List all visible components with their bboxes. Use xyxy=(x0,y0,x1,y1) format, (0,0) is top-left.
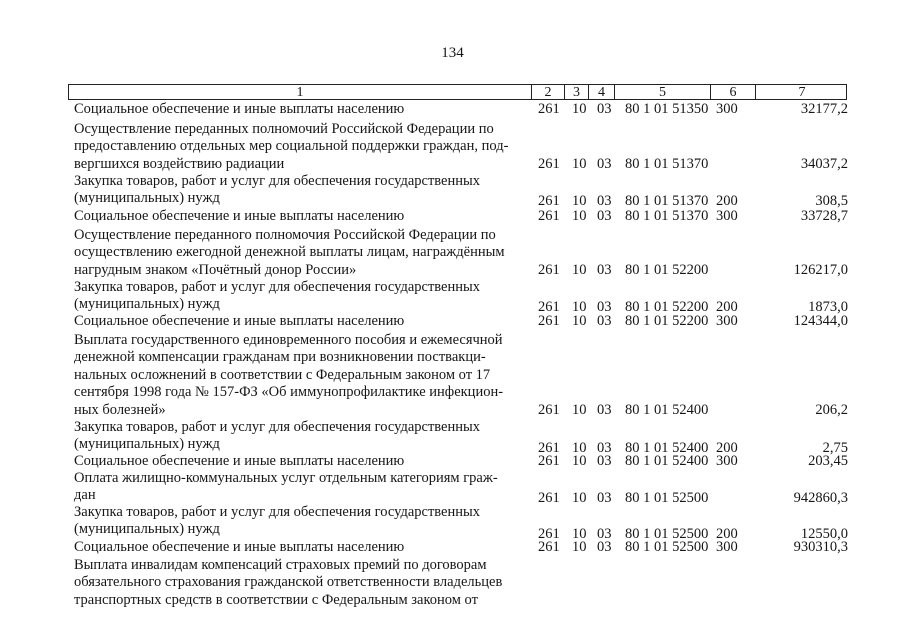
row-name-line: нагрудным знаком «Почётный донор России» xyxy=(74,261,357,278)
col-razdel-code: 261 xyxy=(538,490,560,507)
col-expense-type: 300 xyxy=(716,453,738,469)
col-section: 10 xyxy=(572,101,587,117)
col-subsection: 03 xyxy=(597,401,612,418)
col-section: 10 xyxy=(572,401,587,418)
col-section: 10 xyxy=(572,453,587,469)
col-razdel-code: 261 xyxy=(538,193,560,210)
row-name-line: Социальное обеспечение и иные выплаты населению xyxy=(74,453,405,469)
row-values xyxy=(0,101,905,118)
col-amount: 2,75 xyxy=(822,440,848,457)
col-expense-type: 200 xyxy=(716,440,738,457)
row-name-line: нальных осложнений в соответствии с Федеральным законом от 17 xyxy=(74,366,491,383)
row-name-line: Закупка товаров, работ и услуг для обеспечения государственных xyxy=(74,419,481,435)
col-section: 10 xyxy=(572,539,587,555)
col-subsection: 03 xyxy=(597,440,612,457)
col-razdel-code: 261 xyxy=(538,208,560,224)
row-values xyxy=(0,539,905,556)
col-subsection: 03 xyxy=(597,526,612,543)
row-name-line: сентября 1998 года № 157-ФЗ «Об иммунопрофилактике инфекцион- xyxy=(74,384,504,401)
row-name-line: (муниципальных) нужд xyxy=(74,296,220,313)
col-target-article: 80 1 01 52400 xyxy=(625,401,709,418)
col-expense-type: 200 xyxy=(716,526,738,543)
col-amount: 32177,2 xyxy=(800,101,848,117)
col-razdel-code: 261 xyxy=(538,401,560,418)
header-col-1: 1 xyxy=(296,85,304,100)
row-name-line: Закупка товаров, работ и услуг для обеспечения государственных xyxy=(74,173,481,189)
col-section: 10 xyxy=(572,155,587,172)
header-col-7: 7 xyxy=(755,85,848,99)
col-target-article: 80 1 01 51350 xyxy=(625,101,709,117)
row-name-line: денежной компенсации гражданам при возникновении поствакци- xyxy=(74,349,486,366)
row-name-line: (муниципальных) нужд xyxy=(74,521,220,538)
row-name-line: вергшихся воздействию радиации xyxy=(74,155,285,172)
row-values xyxy=(0,208,905,225)
row-name-line: Оплата жилищно-коммунальных услуг отдельным категориям граж- xyxy=(74,470,498,486)
col-razdel-code: 261 xyxy=(538,440,560,457)
row-name-line: Осуществление переданных полномочий Российской Федерации по xyxy=(74,121,494,137)
col-amount: 930310,3 xyxy=(793,539,848,555)
row-name-line: (муниципальных) нужд xyxy=(74,436,220,453)
col-amount: 203,45 xyxy=(808,453,848,469)
col-section: 10 xyxy=(572,299,587,316)
row-values xyxy=(0,453,905,470)
row-values xyxy=(0,156,905,173)
row-name-line: Выплата государственного единовременного пособия и ежемесячной xyxy=(74,332,503,348)
row-values xyxy=(0,262,905,279)
row-name-line: Социальное обеспечение и иные выплаты населению xyxy=(74,313,405,329)
row-values xyxy=(0,402,905,419)
header-col-6: 6 xyxy=(710,85,755,99)
col-razdel-code: 261 xyxy=(538,261,560,278)
col-subsection: 03 xyxy=(597,101,612,117)
row-name-line: обязательного страхования гражданской ответственности владельцев xyxy=(74,574,503,591)
row-name-line: Социальное обеспечение и иные выплаты населению xyxy=(74,208,405,224)
row-name-line: (муниципальных) нужд xyxy=(74,190,220,207)
col-subsection: 03 xyxy=(597,208,612,224)
col-razdel-code: 261 xyxy=(538,101,560,117)
col-amount: 942860,3 xyxy=(793,490,848,507)
col-amount: 12550,0 xyxy=(800,526,848,543)
row-name-line: Выплата инвалидам компенсаций страховых премий по договорам xyxy=(74,557,487,573)
col-razdel-code: 261 xyxy=(538,526,560,543)
row-values xyxy=(0,557,905,574)
col-expense-type: 300 xyxy=(716,313,738,329)
col-razdel-code: 261 xyxy=(538,313,560,329)
page-number: 134 xyxy=(441,45,464,61)
row-values xyxy=(0,313,905,330)
header-col-5: 5 xyxy=(614,85,710,99)
header-col-2: 2 xyxy=(531,85,564,99)
col-subsection: 03 xyxy=(597,261,612,278)
col-expense-type: 300 xyxy=(716,539,738,555)
col-razdel-code: 261 xyxy=(538,453,560,469)
col-section: 10 xyxy=(572,261,587,278)
col-expense-type: 200 xyxy=(716,193,738,210)
col-subsection: 03 xyxy=(597,490,612,507)
col-subsection: 03 xyxy=(597,193,612,210)
col-amount: 206,2 xyxy=(815,401,848,418)
col-expense-type: 300 xyxy=(716,208,738,224)
col-razdel-code: 261 xyxy=(538,155,560,172)
col-razdel-code: 261 xyxy=(538,539,560,555)
col-subsection: 03 xyxy=(597,299,612,316)
col-subsection: 03 xyxy=(597,539,612,555)
col-section: 10 xyxy=(572,193,587,210)
col-target-article: 80 1 01 52400 xyxy=(625,440,709,457)
col-target-article: 80 1 01 52500 xyxy=(625,539,709,555)
col-subsection: 03 xyxy=(597,155,612,172)
row-name-line: ных болезней» xyxy=(74,401,166,418)
col-amount: 1873,0 xyxy=(808,299,848,316)
row-name-line: транспортных средств в соответствии с Федеральным законом от xyxy=(74,591,478,608)
col-expense-type: 300 xyxy=(716,101,738,117)
col-subsection: 03 xyxy=(597,313,612,329)
col-amount: 34037,2 xyxy=(800,155,848,172)
col-target-article: 80 1 01 52500 xyxy=(625,490,709,507)
col-target-article: 80 1 01 51370 xyxy=(625,155,709,172)
row-name-line: осуществлению ежегодной денежной выплаты лицам, награждённым xyxy=(74,244,505,261)
col-amount: 124344,0 xyxy=(793,313,848,329)
col-target-article: 80 1 01 52400 xyxy=(625,453,709,469)
row-name-line: дан xyxy=(74,487,96,504)
header-col-4: 4 xyxy=(588,85,614,99)
row-name-line: Закупка товаров, работ и услуг для обеспечения государственных xyxy=(74,504,481,520)
col-target-article: 80 1 01 51370 xyxy=(625,193,709,210)
col-amount: 33728,7 xyxy=(800,208,848,224)
col-target-article: 80 1 01 52200 xyxy=(625,299,709,316)
col-subsection: 03 xyxy=(597,453,612,469)
col-amount: 126217,0 xyxy=(793,261,848,278)
row-name-line: Социальное обеспечение и иные выплаты населению xyxy=(74,101,405,117)
col-target-article: 80 1 01 52200 xyxy=(625,261,709,278)
col-target-article: 80 1 01 52200 xyxy=(625,313,709,329)
col-target-article: 80 1 01 52500 xyxy=(625,526,709,543)
row-name-line: Закупка товаров, работ и услуг для обеспечения государственных xyxy=(74,279,481,295)
col-target-article: 80 1 01 51370 xyxy=(625,208,709,224)
col-section: 10 xyxy=(572,313,587,329)
col-section: 10 xyxy=(572,440,587,457)
col-expense-type: 200 xyxy=(716,299,738,316)
row-name-line: Социальное обеспечение и иные выплаты населению xyxy=(74,539,405,555)
col-razdel-code: 261 xyxy=(538,299,560,316)
col-section: 10 xyxy=(572,490,587,507)
header-col-3: 3 xyxy=(564,85,588,99)
row-name-line: предоставлению отдельных мер социальной поддержки граждан, под- xyxy=(74,138,509,155)
row-name-line: Осуществление переданного полномочия Российской Федерации по xyxy=(74,227,496,243)
col-section: 10 xyxy=(572,208,587,224)
col-section: 10 xyxy=(572,526,587,543)
col-amount: 308,5 xyxy=(815,193,848,210)
